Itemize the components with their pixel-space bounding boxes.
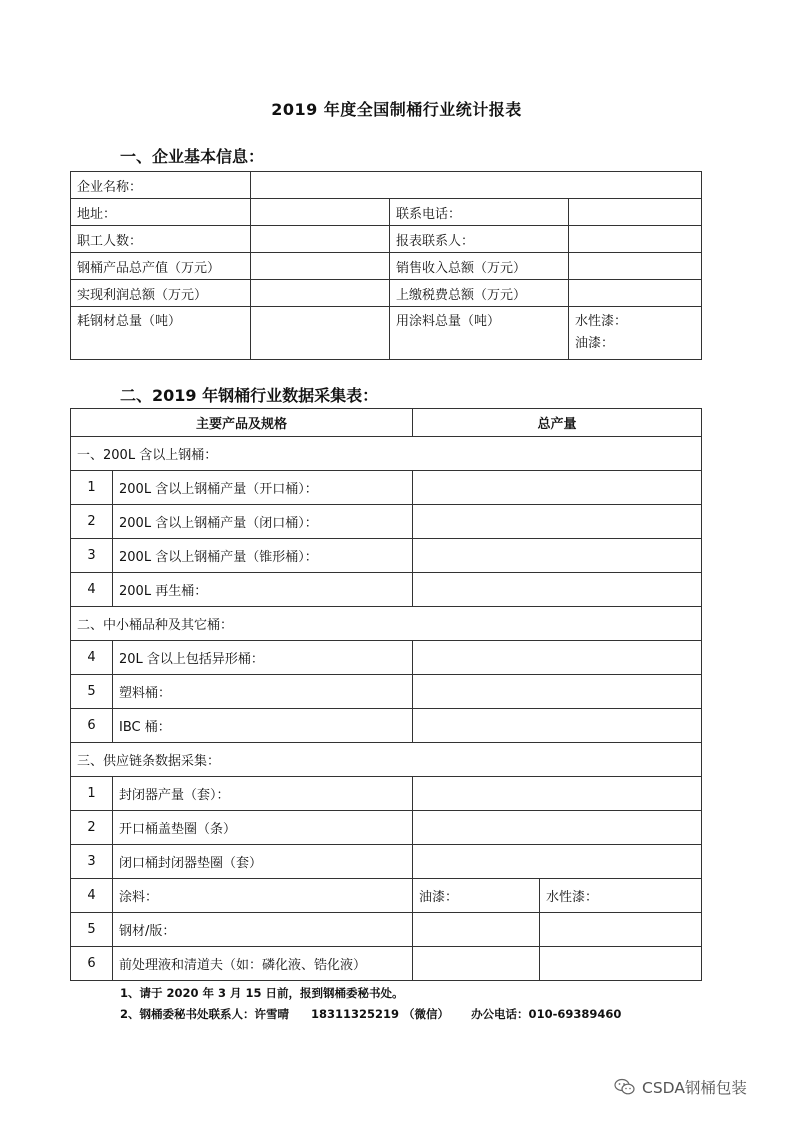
- row-number: 6: [71, 709, 113, 743]
- label-phone: 联系电话：: [390, 199, 569, 226]
- field-employees[interactable]: [251, 226, 390, 253]
- note-contact-phone: 18311325219 （微信）: [311, 1007, 450, 1021]
- report-title: 2019 年度全国制桶行业统计报表: [271, 100, 522, 119]
- group-row-small-drums: [71, 607, 702, 641]
- label-profit: 实现利润总额（万元）: [71, 280, 251, 307]
- row-value-field[interactable]: [413, 709, 702, 743]
- row-subfield-water-paint[interactable]: 水性漆：: [540, 879, 702, 913]
- row-label: 前处理液和清道夫（如：磷化液、锆化液）: [113, 947, 413, 981]
- section-heading-basic-info: 一、企业基本信息：: [120, 147, 265, 166]
- row-number: 3: [71, 845, 113, 879]
- row-value-field[interactable]: [413, 811, 702, 845]
- section-heading-data-collection: 二、2019 年钢桶行业数据采集表：: [120, 386, 379, 405]
- field-taxes[interactable]: [569, 280, 702, 307]
- row-value-field[interactable]: [413, 641, 702, 675]
- label-employees: 职工人数：: [71, 226, 251, 253]
- row-value-field[interactable]: [413, 777, 702, 811]
- row-number: 1: [71, 777, 113, 811]
- row-value-field[interactable]: [413, 539, 702, 573]
- table-row: [71, 539, 702, 573]
- row-number: 2: [71, 811, 113, 845]
- field-report-contact[interactable]: [569, 226, 702, 253]
- row-label: 闭口桶封闭器垫圈（套）: [113, 845, 413, 879]
- table-row: [71, 777, 702, 811]
- row-label: 200L 含以上钢桶产量（闭口桶）：: [113, 505, 413, 539]
- row-value-field[interactable]: [413, 845, 702, 879]
- row-value-field[interactable]: [413, 573, 702, 607]
- watermark-text: CSDA钢桶包装: [642, 1079, 747, 1097]
- row-number: 4: [71, 573, 113, 607]
- note-office-phone: 办公电话：010-69389460: [471, 1007, 622, 1021]
- wechat-icon: [614, 1078, 636, 1096]
- row-label: 20L 含以上包括异形桶：: [113, 641, 413, 675]
- row-subfield-oil-paint[interactable]: 油漆：: [413, 879, 540, 913]
- watermark: [614, 1076, 747, 1098]
- info-row-employees: [71, 226, 702, 253]
- label-coating-consumption: 用涂料总量（吨）: [390, 307, 569, 360]
- row-label: 封闭器产量（套）：: [113, 777, 413, 811]
- table-row: [71, 709, 702, 743]
- info-row-materials: [71, 307, 702, 360]
- label-steel-consumption: 耗钢材总量（吨）: [71, 307, 251, 360]
- table-row: [71, 845, 702, 879]
- label-water-based-paint: 水性漆：: [575, 314, 628, 329]
- table-row: [71, 641, 702, 675]
- table-row: [71, 947, 702, 981]
- field-company-name[interactable]: [251, 172, 702, 199]
- group-row-supply-chain: [71, 743, 702, 777]
- field-address[interactable]: [251, 199, 390, 226]
- basic-info-table: [70, 171, 702, 360]
- info-row-company: [71, 172, 702, 199]
- field-profit[interactable]: [251, 280, 390, 307]
- label-taxes: 上缴税费总额（万元）: [390, 280, 569, 307]
- row-label: 塑料桶：: [113, 675, 413, 709]
- row-label: 开口桶盖垫圈（条）: [113, 811, 413, 845]
- label-output-value: 钢桶产品总产值（万元）: [71, 253, 251, 280]
- row-label: 200L 再生桶：: [113, 573, 413, 607]
- table-row: [71, 675, 702, 709]
- row-number: 2: [71, 505, 113, 539]
- row-subfield-1[interactable]: [413, 947, 540, 981]
- row-number: 4: [71, 641, 113, 675]
- group-title: 二、中小桶品种及其它桶：: [71, 607, 702, 641]
- info-row-address: [71, 199, 702, 226]
- data-collection-table: [70, 408, 702, 981]
- note-deadline: 1、请于 2020 年 3 月 15 日前，报到钢桶委秘书处。: [120, 986, 404, 1000]
- table-row: [71, 811, 702, 845]
- group-row-large-drums: [71, 437, 702, 471]
- table-row: [71, 573, 702, 607]
- label-sales-revenue: 销售收入总额（万元）: [390, 253, 569, 280]
- group-title: 三、供应链条数据采集：: [71, 743, 702, 777]
- row-value-field[interactable]: [413, 471, 702, 505]
- table-row: [71, 879, 702, 913]
- table-row: [71, 505, 702, 539]
- row-label: 涂料：: [113, 879, 413, 913]
- table-row: [71, 471, 702, 505]
- label-company-name: 企业名称：: [71, 172, 251, 199]
- row-label: 200L 含以上钢桶产量（锥形桶）：: [113, 539, 413, 573]
- row-label: IBC 桶：: [113, 709, 413, 743]
- field-phone[interactable]: [569, 199, 702, 226]
- info-row-output-value: [71, 253, 702, 280]
- label-oil-paint: 油漆：: [575, 336, 615, 351]
- header-total-output: 总产量: [413, 409, 702, 437]
- row-value-field[interactable]: [413, 505, 702, 539]
- field-coating-split[interactable]: [569, 307, 702, 360]
- row-number: 4: [71, 879, 113, 913]
- row-subfield-2[interactable]: [540, 947, 702, 981]
- label-address: 地址：: [71, 199, 251, 226]
- row-number: 6: [71, 947, 113, 981]
- row-value-field[interactable]: [413, 675, 702, 709]
- row-number: 3: [71, 539, 113, 573]
- row-subfield-2[interactable]: [540, 913, 702, 947]
- row-label: 钢材/版：: [113, 913, 413, 947]
- label-report-contact: 报表联系人：: [390, 226, 569, 253]
- group-title: 一、200L 含以上钢桶：: [71, 437, 702, 471]
- data-table-header: [71, 409, 702, 437]
- note-contact-person: 2、钢桶委秘书处联系人：许雪晴: [120, 1007, 289, 1021]
- field-steel-consumption[interactable]: [251, 307, 390, 360]
- info-row-profit: [71, 280, 702, 307]
- header-product-spec: 主要产品及规格: [71, 409, 413, 437]
- note-contact: [120, 1006, 639, 1022]
- row-number: 5: [71, 675, 113, 709]
- field-output-value[interactable]: [251, 253, 390, 280]
- row-subfield-1[interactable]: [413, 913, 540, 947]
- row-number: 5: [71, 913, 113, 947]
- field-sales-revenue[interactable]: [569, 253, 702, 280]
- table-row: [71, 913, 702, 947]
- row-number: 1: [71, 471, 113, 505]
- row-label: 200L 含以上钢桶产量（开口桶）：: [113, 471, 413, 505]
